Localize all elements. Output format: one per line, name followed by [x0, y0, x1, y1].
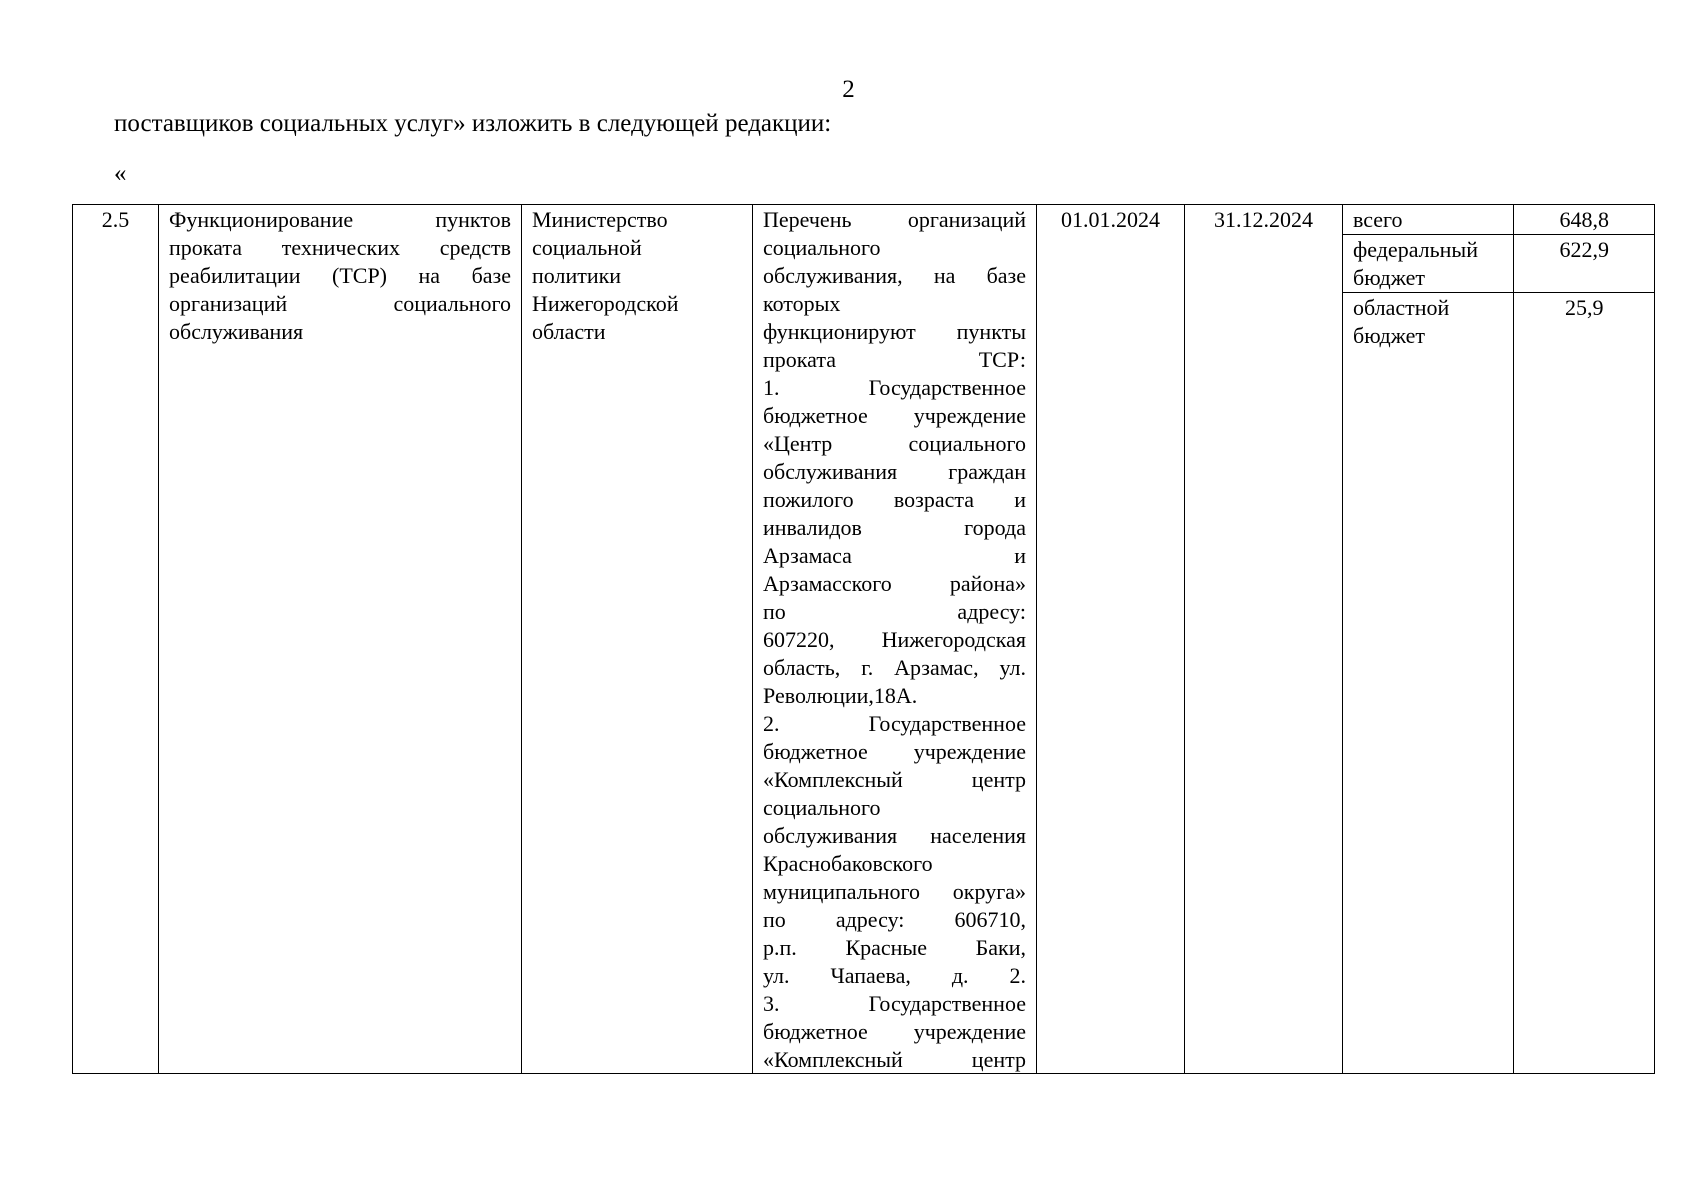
result-line: по адресу:: [763, 599, 1026, 624]
result-line: 2. Государственное: [763, 711, 1026, 736]
budget-row: [1343, 205, 1655, 235]
result-line: социального: [763, 795, 881, 820]
result-line: 607220, Нижегородская: [763, 627, 1026, 652]
responsible-cell: [522, 205, 753, 1074]
responsible-line: области: [532, 319, 606, 344]
activity-text: [159, 205, 521, 346]
result-line: бюджетное учреждение: [763, 739, 1026, 764]
row-number: 2.5: [101, 207, 130, 232]
start-date: 01.01.2024: [1061, 207, 1160, 232]
result-line: проката ТСР:: [763, 347, 1026, 372]
activity-cell: [159, 205, 522, 1074]
end-date-cell: [1185, 205, 1343, 1074]
budget-label: федеральный бюджет: [1343, 235, 1513, 293]
budget-value: 648,8: [1513, 205, 1655, 235]
result-line: р.п. Красные Баки,: [763, 935, 1026, 960]
budget-label: областной бюджет: [1353, 295, 1450, 348]
result-cell: [753, 205, 1037, 1074]
result-line: инвалидов города: [763, 515, 1026, 540]
result-line: бюджетное учреждение: [763, 1019, 1026, 1044]
budget-table: [1343, 205, 1655, 350]
responsible-line: политики: [532, 263, 622, 288]
result-line: «Комплексный центр: [763, 1047, 1026, 1072]
activity-line: проката технических средств: [169, 235, 511, 260]
page-number: 2: [842, 76, 855, 103]
budget-cell: [1343, 205, 1655, 1074]
result-line: бюджетное учреждение: [763, 403, 1026, 428]
budget-row: [1343, 235, 1655, 293]
budget-block: [1343, 205, 1654, 1073]
result-line: обслуживания граждан: [763, 459, 1026, 484]
result-line: Революции,18А.: [763, 683, 918, 708]
result-line: обслуживания, на базе: [763, 263, 1026, 288]
result-line: Перечень организаций: [763, 207, 1026, 232]
result-line: «Комплексный центр: [763, 767, 1026, 792]
budget-label: всего: [1343, 205, 1513, 235]
result-line: 3. Государственное: [763, 991, 1026, 1016]
result-line: ул. Чапаева, д. 2.: [763, 963, 1026, 988]
end-date: 31.12.2024: [1214, 207, 1313, 232]
table-row: [73, 205, 1655, 1074]
activity-line: обслуживания: [169, 319, 304, 344]
activity-line: Функционирование пунктов: [169, 207, 511, 232]
result-line: 1. Государственное: [763, 375, 1026, 400]
result-line: обслуживания населения: [763, 823, 1026, 848]
result-line: Краснобаковского: [763, 851, 933, 876]
budget-value: 622,9: [1513, 235, 1655, 293]
responsible-text: [522, 205, 752, 346]
responsible-line: социальной: [532, 235, 642, 260]
result-line: «Центр социального: [763, 431, 1026, 456]
start-date-cell: [1037, 205, 1185, 1074]
program-table: [72, 204, 1655, 1074]
result-line: функционируют пункты: [763, 319, 1026, 344]
intro-text: поставщиков социальных услуг» изложить в следующей редакции:: [114, 110, 832, 137]
budget-divider: [1513, 205, 1514, 1073]
result-line: муниципального округа»: [763, 879, 1026, 904]
budget-row: [1343, 293, 1655, 351]
responsible-line: Нижегородской: [532, 291, 679, 316]
activity-line: организаций социального: [169, 291, 511, 316]
open-quote: «: [114, 160, 127, 187]
result-line: область, г. Арзамас, ул.: [763, 655, 1026, 680]
activity-line: реабилитации (ТСР) на базе: [169, 263, 511, 288]
budget-value: 25,9: [1513, 293, 1655, 351]
result-text: [753, 205, 1036, 1072]
result-line: социального: [763, 235, 881, 260]
result-line: Арзамасского района»: [763, 571, 1026, 596]
result-line: Арзамаса и: [763, 543, 1026, 568]
result-line: пожилого возраста и: [763, 487, 1026, 512]
result-line: по адресу: 606710,: [763, 907, 1026, 932]
row-number-cell: [73, 205, 159, 1074]
responsible-line: Министерство: [532, 207, 668, 232]
result-line: которых: [763, 291, 841, 316]
